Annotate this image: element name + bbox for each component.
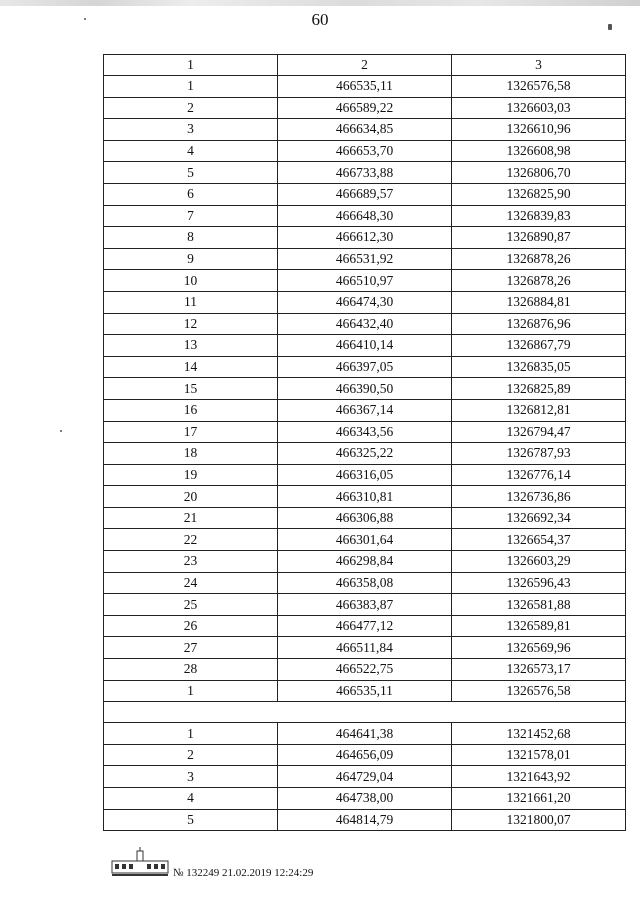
point-number-cell: 1 xyxy=(104,680,278,702)
separator-row xyxy=(104,702,626,723)
y-coordinate-cell: 1326884,81 xyxy=(452,291,626,313)
table-row xyxy=(104,637,626,659)
point-number-cell: 9 xyxy=(104,248,278,270)
page-number: 60 xyxy=(311,10,329,29)
point-number-cell: 22 xyxy=(104,529,278,551)
y-coordinate-cell: 1326576,58 xyxy=(452,680,626,702)
y-coordinate-cell: 1321643,92 xyxy=(452,766,626,788)
table-row xyxy=(104,270,626,292)
y-coordinate-cell: 1321452,68 xyxy=(452,723,626,745)
table-row xyxy=(104,205,626,227)
x-coordinate-cell: 464814,79 xyxy=(278,809,452,831)
table-row xyxy=(104,248,626,270)
table-row xyxy=(104,809,626,831)
x-coordinate-cell: 466301,64 xyxy=(278,529,452,551)
table-row xyxy=(104,529,626,551)
x-coordinate-cell: 466477,12 xyxy=(278,615,452,637)
table-row xyxy=(104,183,626,205)
point-number-cell: 8 xyxy=(104,227,278,249)
y-coordinate-cell: 1326839,83 xyxy=(452,205,626,227)
y-coordinate-cell: 1326581,88 xyxy=(452,594,626,616)
y-coordinate-cell: 1326812,81 xyxy=(452,399,626,421)
y-coordinate-cell: 1321578,01 xyxy=(452,744,626,766)
header-cell-x: 2 xyxy=(278,55,452,76)
x-coordinate-cell: 466367,14 xyxy=(278,399,452,421)
point-number-cell: 6 xyxy=(104,183,278,205)
x-coordinate-cell: 466390,50 xyxy=(278,378,452,400)
table-row xyxy=(104,551,626,573)
point-number-cell: 26 xyxy=(104,615,278,637)
point-number-cell: 13 xyxy=(104,335,278,357)
x-coordinate-cell: 466306,88 xyxy=(278,507,452,529)
y-coordinate-cell: 1326603,29 xyxy=(452,551,626,573)
x-coordinate-cell: 466397,05 xyxy=(278,356,452,378)
point-number-cell: 1 xyxy=(104,723,278,745)
y-coordinate-cell: 1326876,96 xyxy=(452,313,626,335)
y-coordinate-cell: 1326576,58 xyxy=(452,76,626,98)
coordinates-block-2 xyxy=(104,723,626,831)
building-stamp-icon xyxy=(111,847,169,877)
y-coordinate-cell: 1326890,87 xyxy=(452,227,626,249)
point-number-cell: 11 xyxy=(104,291,278,313)
x-coordinate-cell: 466733,88 xyxy=(278,162,452,184)
y-coordinate-cell: 1326654,37 xyxy=(452,529,626,551)
y-coordinate-cell: 1326878,26 xyxy=(452,248,626,270)
point-number-cell: 5 xyxy=(104,809,278,831)
x-coordinate-cell: 466510,97 xyxy=(278,270,452,292)
table-row xyxy=(104,119,626,141)
table-row xyxy=(104,507,626,529)
y-coordinate-cell: 1326776,14 xyxy=(452,464,626,486)
registration-number: № 132249 21.02.2019 12:24:29 xyxy=(173,867,314,879)
x-coordinate-cell: 466474,30 xyxy=(278,291,452,313)
x-coordinate-cell: 464729,04 xyxy=(278,766,452,788)
registration-footer xyxy=(111,847,351,879)
table-row xyxy=(104,766,626,788)
x-coordinate-cell: 466653,70 xyxy=(278,140,452,162)
point-number-cell: 28 xyxy=(104,659,278,681)
y-coordinate-cell: 1321661,20 xyxy=(452,788,626,810)
y-coordinate-cell: 1326867,79 xyxy=(452,335,626,357)
block-separator xyxy=(104,702,626,723)
y-coordinate-cell: 1326736,86 xyxy=(452,486,626,508)
point-number-cell: 7 xyxy=(104,205,278,227)
x-coordinate-cell: 466316,05 xyxy=(278,464,452,486)
table-row xyxy=(104,227,626,249)
scan-speck xyxy=(60,430,62,432)
point-number-cell: 12 xyxy=(104,313,278,335)
x-coordinate-cell: 466511,84 xyxy=(278,637,452,659)
point-number-cell: 2 xyxy=(104,97,278,119)
table-row xyxy=(104,335,626,357)
x-coordinate-cell: 464641,38 xyxy=(278,723,452,745)
table-row xyxy=(104,615,626,637)
x-coordinate-cell: 466410,14 xyxy=(278,335,452,357)
point-number-cell: 10 xyxy=(104,270,278,292)
y-coordinate-cell: 1326608,98 xyxy=(452,140,626,162)
point-number-cell: 14 xyxy=(104,356,278,378)
x-coordinate-cell: 466432,40 xyxy=(278,313,452,335)
x-coordinate-cell: 466298,84 xyxy=(278,551,452,573)
x-coordinate-cell: 464656,09 xyxy=(278,744,452,766)
x-coordinate-cell: 466589,22 xyxy=(278,97,452,119)
header-cell-y: 3 xyxy=(452,55,626,76)
x-coordinate-cell: 466535,11 xyxy=(278,76,452,98)
table-header xyxy=(104,55,626,76)
point-number-cell: 4 xyxy=(104,788,278,810)
point-number-cell: 24 xyxy=(104,572,278,594)
y-coordinate-cell: 1326569,96 xyxy=(452,637,626,659)
y-coordinate-cell: 1326692,34 xyxy=(452,507,626,529)
point-number-cell: 20 xyxy=(104,486,278,508)
x-coordinate-cell: 466689,57 xyxy=(278,183,452,205)
table-row xyxy=(104,464,626,486)
y-coordinate-cell: 1321800,07 xyxy=(452,809,626,831)
x-coordinate-cell: 466634,85 xyxy=(278,119,452,141)
table-row xyxy=(104,744,626,766)
y-coordinate-cell: 1326825,89 xyxy=(452,378,626,400)
coordinates-block-1 xyxy=(104,76,626,702)
table-row xyxy=(104,76,626,98)
y-coordinate-cell: 1326589,81 xyxy=(452,615,626,637)
header-cell-number: 1 xyxy=(104,55,278,76)
table-row xyxy=(104,723,626,745)
point-number-cell: 3 xyxy=(104,119,278,141)
point-number-cell: 5 xyxy=(104,162,278,184)
y-coordinate-cell: 1326573,17 xyxy=(452,659,626,681)
scan-speck xyxy=(608,24,612,30)
point-number-cell: 27 xyxy=(104,637,278,659)
table-row xyxy=(104,313,626,335)
table-row xyxy=(104,572,626,594)
table-row xyxy=(104,399,626,421)
x-coordinate-cell: 466383,87 xyxy=(278,594,452,616)
y-coordinate-cell: 1326596,43 xyxy=(452,572,626,594)
separator-cell xyxy=(104,702,626,723)
table-row xyxy=(104,421,626,443)
y-coordinate-cell: 1326825,90 xyxy=(452,183,626,205)
x-coordinate-cell: 466535,11 xyxy=(278,680,452,702)
table-row xyxy=(104,680,626,702)
table-row xyxy=(104,659,626,681)
table-row xyxy=(104,97,626,119)
point-number-cell: 17 xyxy=(104,421,278,443)
y-coordinate-cell: 1326835,05 xyxy=(452,356,626,378)
x-coordinate-cell: 466358,08 xyxy=(278,572,452,594)
x-coordinate-cell: 466531,92 xyxy=(278,248,452,270)
x-coordinate-cell: 466310,81 xyxy=(278,486,452,508)
x-coordinate-cell: 466522,75 xyxy=(278,659,452,681)
table-row xyxy=(104,378,626,400)
table-row xyxy=(104,162,626,184)
point-number-cell: 19 xyxy=(104,464,278,486)
point-number-cell: 21 xyxy=(104,507,278,529)
x-coordinate-cell: 464738,00 xyxy=(278,788,452,810)
point-number-cell: 16 xyxy=(104,399,278,421)
table-row xyxy=(104,594,626,616)
point-number-cell: 4 xyxy=(104,140,278,162)
point-number-cell: 23 xyxy=(104,551,278,573)
coordinates-table xyxy=(103,54,626,831)
y-coordinate-cell: 1326794,47 xyxy=(452,421,626,443)
point-number-cell: 3 xyxy=(104,766,278,788)
table-row xyxy=(104,140,626,162)
table-row xyxy=(104,486,626,508)
scan-edge xyxy=(0,0,640,6)
y-coordinate-cell: 1326806,70 xyxy=(452,162,626,184)
point-number-cell: 25 xyxy=(104,594,278,616)
scan-speck xyxy=(84,18,86,20)
x-coordinate-cell: 466325,22 xyxy=(278,443,452,465)
point-number-cell: 2 xyxy=(104,744,278,766)
y-coordinate-cell: 1326878,26 xyxy=(452,270,626,292)
table-row xyxy=(104,356,626,378)
y-coordinate-cell: 1326603,03 xyxy=(452,97,626,119)
x-coordinate-cell: 466343,56 xyxy=(278,421,452,443)
header-row xyxy=(104,55,626,76)
point-number-cell: 1 xyxy=(104,76,278,98)
table-row xyxy=(104,788,626,810)
table-row xyxy=(104,291,626,313)
y-coordinate-cell: 1326610,96 xyxy=(452,119,626,141)
table-row xyxy=(104,443,626,465)
y-coordinate-cell: 1326787,93 xyxy=(452,443,626,465)
x-coordinate-cell: 466612,30 xyxy=(278,227,452,249)
point-number-cell: 15 xyxy=(104,378,278,400)
x-coordinate-cell: 466648,30 xyxy=(278,205,452,227)
point-number-cell: 18 xyxy=(104,443,278,465)
